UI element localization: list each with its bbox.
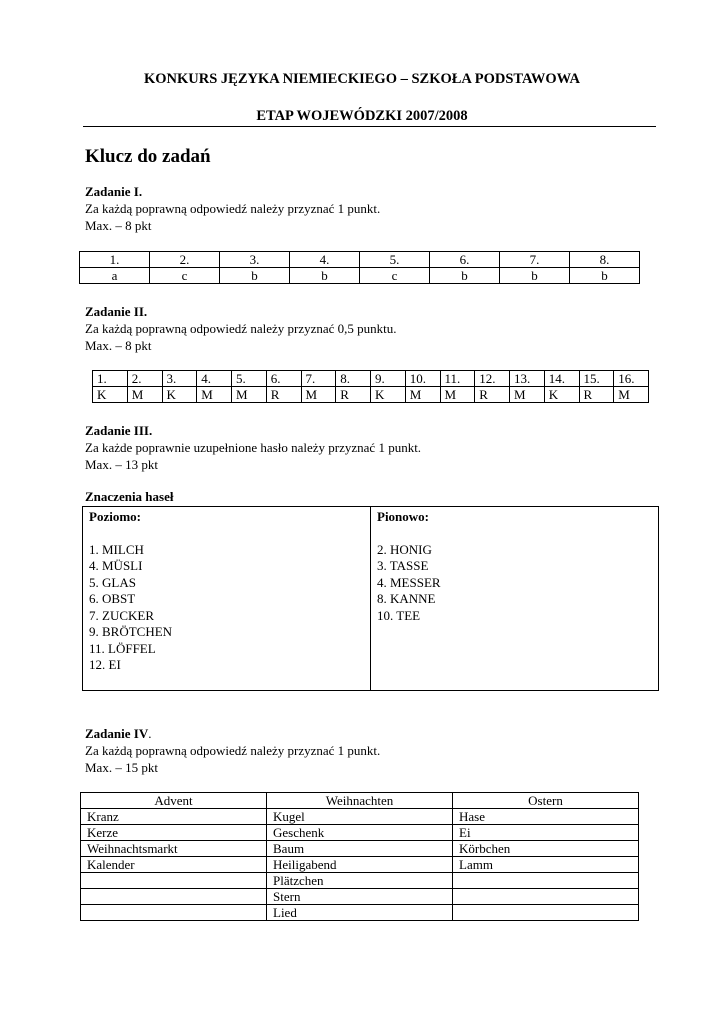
column-header-weihnachten: Weihnachten bbox=[267, 793, 453, 809]
task2-answer: K bbox=[93, 387, 128, 403]
task2-answer: K bbox=[162, 387, 197, 403]
task2-section bbox=[85, 303, 397, 354]
table-cell: Geschenk bbox=[267, 825, 453, 841]
vertical-word: 4. MESSER bbox=[377, 574, 441, 590]
task2-description: Za każdą poprawną odpowiedź należy przyznać 0,5 punktu. bbox=[85, 321, 397, 336]
task2-answer: M bbox=[440, 387, 475, 403]
task1-title: Zadanie I. bbox=[85, 184, 143, 199]
task2-number: 7. bbox=[301, 371, 336, 387]
table-cell bbox=[81, 905, 267, 921]
task2-answer: R bbox=[579, 387, 614, 403]
task4-max: Max. – 15 pkt bbox=[85, 760, 158, 775]
table-cell bbox=[453, 873, 639, 889]
task2-number: 9. bbox=[371, 371, 406, 387]
task4-header-row bbox=[81, 793, 639, 809]
table-cell: Baum bbox=[267, 841, 453, 857]
task1-number: 3. bbox=[220, 252, 290, 268]
table-cell: Kugel bbox=[267, 809, 453, 825]
horizontal-title: Poziomo: bbox=[89, 509, 141, 524]
task1-section bbox=[85, 183, 380, 234]
task2-number: 8. bbox=[336, 371, 371, 387]
task1-answer: b bbox=[220, 268, 290, 284]
task2-number: 13. bbox=[510, 371, 545, 387]
task1-answer: b bbox=[430, 268, 500, 284]
task2-answer: R bbox=[475, 387, 510, 403]
horizontal-word: 7. ZUCKER bbox=[89, 607, 154, 623]
table-cell: Kalender bbox=[81, 857, 267, 873]
contest-title: KONKURS JĘZYKA NIEMIECKIEGO – SZKOŁA PODSTAWOWA bbox=[143, 71, 581, 87]
task2-answer: K bbox=[544, 387, 579, 403]
horizontal-word: 6. OBST bbox=[89, 591, 136, 606]
task3-title: Zadanie III. bbox=[85, 423, 153, 438]
task1-number: 5. bbox=[360, 252, 430, 268]
task1-number: 2. bbox=[150, 252, 220, 268]
table-row bbox=[81, 809, 639, 825]
task1-answer: a bbox=[80, 268, 150, 284]
table-row bbox=[81, 825, 639, 841]
meanings-title: Znaczenia haseł bbox=[85, 489, 174, 504]
table-cell: Kranz bbox=[81, 809, 267, 825]
horizontal-word: 11. LÖFFEL bbox=[89, 640, 156, 656]
task2-number: 14. bbox=[544, 371, 579, 387]
crossword-answer-table bbox=[82, 506, 659, 691]
table-cell: Körbchen bbox=[453, 841, 639, 857]
task2-number: 6. bbox=[266, 371, 301, 387]
task2-answer: M bbox=[301, 387, 336, 403]
task1-answer: b bbox=[570, 268, 640, 284]
task1-number-row bbox=[80, 252, 640, 268]
task2-number: 1. bbox=[93, 371, 128, 387]
task1-number: 7. bbox=[500, 252, 570, 268]
horizontal-word: 4. MÜSLI bbox=[89, 558, 143, 573]
vertical-word: 10. TEE bbox=[377, 607, 421, 623]
task2-number: 15. bbox=[579, 371, 614, 387]
task2-answer: R bbox=[266, 387, 301, 403]
horizontal-word: 12. EI bbox=[89, 657, 121, 672]
task2-answer: M bbox=[614, 387, 649, 403]
table-row bbox=[81, 873, 639, 889]
task2-answer: M bbox=[405, 387, 440, 403]
vertical-word: 8. KANNE bbox=[377, 591, 436, 606]
table-cell bbox=[453, 905, 639, 921]
task2-answer: M bbox=[510, 387, 545, 403]
task3-description: Za każde poprawnie uzupełnione hasło należy przyznać 1 punkt. bbox=[85, 440, 422, 455]
table-row bbox=[81, 857, 639, 873]
task2-number: 3. bbox=[162, 371, 197, 387]
task1-answer: b bbox=[500, 268, 570, 284]
task2-number: 12. bbox=[475, 371, 510, 387]
task2-answer: M bbox=[232, 387, 267, 403]
task2-number-row bbox=[93, 371, 649, 387]
task2-answer: R bbox=[336, 387, 371, 403]
table-cell bbox=[81, 873, 267, 889]
task2-number: 11. bbox=[440, 371, 475, 387]
vertical-word: 2. HONIG bbox=[377, 541, 432, 557]
task2-title: Zadanie II. bbox=[85, 304, 148, 319]
task1-number: 6. bbox=[430, 252, 500, 268]
task2-answer: K bbox=[371, 387, 406, 403]
table-cell: Hase bbox=[453, 809, 639, 825]
table-cell bbox=[453, 889, 639, 905]
table-row bbox=[81, 841, 639, 857]
task4-description: Za każdą poprawną odpowiedź należy przyznać 1 punkt. bbox=[85, 743, 381, 758]
table-cell: Weihnachtsmarkt bbox=[81, 841, 267, 857]
horizontal-word: 1. MILCH bbox=[89, 541, 144, 557]
task2-number: 5. bbox=[232, 371, 267, 387]
task4-title-suffix: . bbox=[148, 726, 152, 741]
task1-number: 4. bbox=[290, 252, 360, 268]
task1-answer: c bbox=[360, 268, 430, 284]
task3-section bbox=[85, 422, 421, 473]
table-row bbox=[81, 905, 639, 921]
header-divider bbox=[83, 126, 656, 127]
task4-title: Zadanie IV bbox=[85, 726, 149, 741]
table-cell: Lamm bbox=[453, 857, 639, 873]
page-heading: Klucz do zadań bbox=[85, 146, 211, 167]
table-cell: Heiligabend bbox=[267, 857, 453, 873]
column-header-ostern: Ostern bbox=[453, 793, 639, 809]
vertical-word: 3. TASSE bbox=[377, 558, 429, 573]
task1-answer-table bbox=[79, 251, 640, 284]
task1-description: Za każdą poprawną odpowiedź należy przyznać 1 punkt. bbox=[85, 201, 381, 216]
table-row bbox=[81, 889, 639, 905]
task1-answer-row bbox=[80, 268, 640, 284]
horizontal-word: 9. BRÖTCHEN bbox=[89, 624, 173, 639]
task2-number: 4. bbox=[197, 371, 232, 387]
task2-number: 10. bbox=[405, 371, 440, 387]
task2-answer-table bbox=[92, 370, 649, 403]
horizontal-column bbox=[83, 507, 371, 691]
table-cell: Lied bbox=[267, 905, 453, 921]
task2-answer-row bbox=[93, 387, 649, 403]
table-cell: Kerze bbox=[81, 825, 267, 841]
task4-category-table bbox=[80, 792, 639, 921]
table-cell: Stern bbox=[267, 889, 453, 905]
task2-answer: M bbox=[127, 387, 162, 403]
task2-number: 16. bbox=[614, 371, 649, 387]
table-cell: Plätzchen bbox=[267, 873, 453, 889]
task1-number: 1. bbox=[80, 252, 150, 268]
task3-max: Max. – 13 pkt bbox=[85, 457, 158, 472]
vertical-column bbox=[371, 507, 659, 691]
horizontal-word: 5. GLAS bbox=[89, 574, 136, 590]
task1-answer: c bbox=[150, 268, 220, 284]
task2-number: 2. bbox=[127, 371, 162, 387]
task1-answer: b bbox=[290, 268, 360, 284]
task2-max: Max. – 8 pkt bbox=[85, 338, 152, 353]
task1-number: 8. bbox=[570, 252, 640, 268]
column-header-advent: Advent bbox=[81, 793, 267, 809]
task1-max: Max. – 8 pkt bbox=[85, 218, 152, 233]
table-cell bbox=[81, 889, 267, 905]
task2-answer: M bbox=[197, 387, 232, 403]
vertical-title: Pionowo: bbox=[377, 509, 429, 524]
table-cell: Ei bbox=[453, 825, 639, 841]
stage-title: ETAP WOJEWÓDZKI 2007/2008 bbox=[256, 108, 468, 124]
task4-section bbox=[85, 725, 380, 776]
